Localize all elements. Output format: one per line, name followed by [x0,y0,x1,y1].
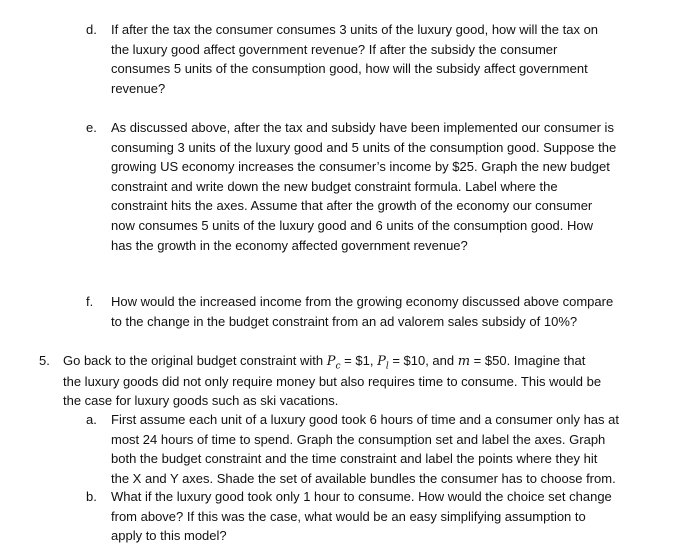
item-label: f. [86,294,94,309]
math-var: P [326,354,336,369]
item-label: a. [86,412,97,427]
price-luxury-symbol [377,354,389,372]
income-symbol [458,354,470,369]
item-text [111,487,612,546]
text-line: apply to this model? [111,528,227,544]
item-label: b. [86,489,97,504]
text-line: If after the tax the consumer consumes 3 units of the luxury good, how will the tax on [111,22,599,37]
math-var: P [377,354,386,369]
text-run: Imagine that [510,353,586,368]
text-line: As discussed above, after the tax and subsidy have been implemented our consumer is [111,120,614,135]
text-line: from above? If this was the case, what would be an easy simplifying assumption to [111,508,586,524]
text-line: What if the luxury good took only 1 hour to consume. How would the choice set change [111,489,612,504]
text-line: most 24 hours of time to spend. Graph the consumption set and label the axes. Graph [111,431,606,447]
text-line: the luxury goods did not only require money but also requires time to consume. This would be [63,373,602,389]
text-line: consuming 3 units of the luxury good and 5 units of the consumption good. Suppose the [111,139,617,155]
item-text [111,20,598,98]
text-line: the case for luxury goods such as ski vacations. [63,393,339,409]
math-var: m [457,354,471,369]
item-label: e. [86,120,97,135]
text-line-with-math [63,351,601,372]
text-line: How would the increased income from the growing economy discussed above compare [111,294,614,309]
math-subscript: l [385,361,389,372]
text-line: to the change in the budget constraint from an ad valorem sales subsidy of 10%? [111,313,578,329]
item-label: 5. [39,353,50,368]
text-line: the X and Y axes. Shade the set of available bundles the consumer has to choose from. [111,470,616,486]
math-subscript: c [335,361,341,372]
text-line: the luxury good affect government revenue? If after the subsidy the consumer [111,41,558,57]
item-text [111,410,619,488]
text-run: = $10, and [388,353,458,368]
item-label: d. [86,22,97,37]
price-consumption-symbol [326,354,341,372]
text-line: constraint hits the axes. Assume that after the growth of the economy our consumer [111,198,593,214]
item-text [111,292,613,331]
text-run: = $1, [340,353,378,368]
text-line: First assume each unit of a luxury good took 6 hours of time and a consumer only has at [111,412,619,427]
text-line: both the budget constraint and the time constraint and label the points where they hit [111,451,598,467]
text-run: Go back to the original budget constraint with [63,353,327,368]
text-run: = $50. [470,353,511,368]
text-line: growing US economy increases the consumer’s income by $25. Graph the new budget [111,159,610,175]
text-line: constraint and write down the new budget constraint formula. Label where the [111,178,558,194]
text-line: has the growth in the economy affected government revenue? [111,237,468,253]
item-text [111,118,616,255]
text-line: revenue? [111,80,166,96]
item-text [63,351,601,411]
text-line: now consumes 5 units of the luxury good and 6 units of the consumption good. How [111,217,594,233]
text-line: consumes 5 units of the consumption good, how will the subsidy affect government [111,61,588,77]
